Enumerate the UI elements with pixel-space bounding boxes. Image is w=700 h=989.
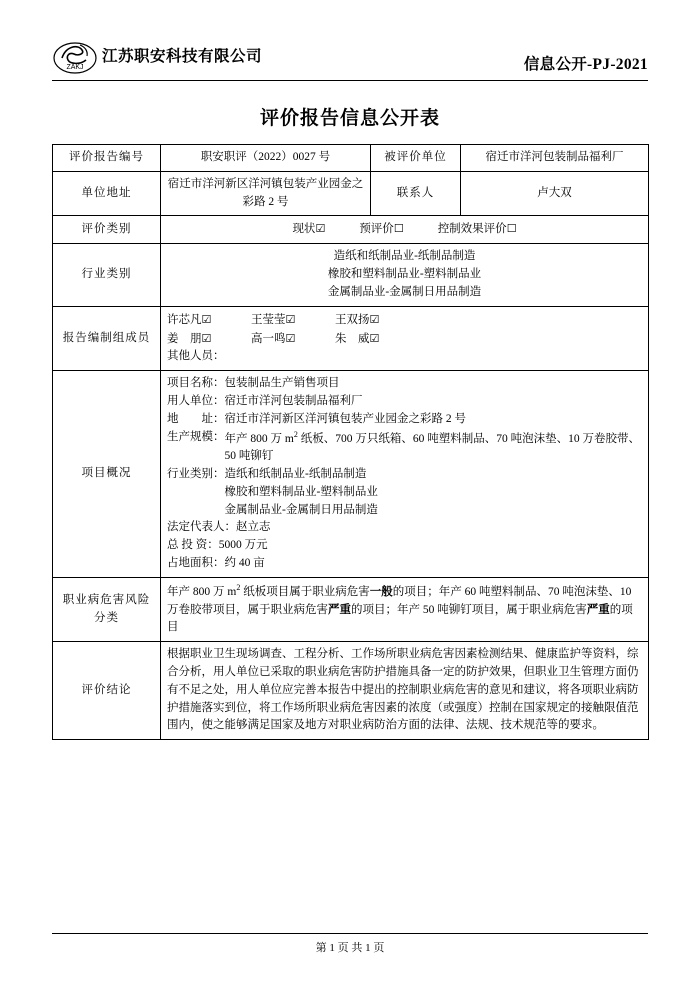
page-footer xyxy=(52,933,648,955)
client-value: 宿迁市洋河包装制品福利厂 xyxy=(461,145,649,172)
company-logo-icon xyxy=(52,36,98,76)
members-label: 报告编制组成员 xyxy=(53,306,161,370)
industry-value xyxy=(161,244,649,306)
address-label: 单位地址 xyxy=(53,171,161,216)
overview-address: 地 址： 宿迁市洋河新区洋河镇包装产业园金之彩路 2 号 xyxy=(167,412,466,425)
industry-label: 行业类别 xyxy=(53,244,161,306)
member-entry: 姜 朋☑ xyxy=(167,331,212,345)
industry-line: 造纸和纸制品业-纸制品制造 xyxy=(333,250,476,263)
info-table xyxy=(52,144,649,740)
member-entry: 朱 威☑ xyxy=(335,331,380,345)
checkbox-checked-icon: ☑ xyxy=(201,331,212,345)
checkbox-checked-icon: ☑ xyxy=(285,312,296,326)
report-no-label: 评价报告编号 xyxy=(53,145,161,172)
header-brand xyxy=(52,36,262,76)
conclusion-label: 评价结论 xyxy=(53,642,161,740)
company-name: 江苏职安科技有限公司 xyxy=(102,48,263,65)
overview-scale: 生产规模： 年产 800 万 $m^2$ 纸板、700 万只纸箱、60 吨塑料制品、70 吨泡沫垫、10 万卷胶带、50 吨铆钉 xyxy=(167,429,642,466)
overview-project-name: 项目名称： 包装制品生产销售项目 xyxy=(167,377,340,390)
contact-value: 卢大双 xyxy=(461,171,649,216)
table-row xyxy=(53,642,649,740)
member-entry: 高一鸣☑ xyxy=(251,331,296,345)
overview-industry: 行业类别： 造纸和纸制品业-纸制品制造 橡胶和塑料制品业-塑料制品业 金属制品业-金属制日用品制造 xyxy=(167,466,642,519)
table-row xyxy=(53,145,649,172)
overview-label: 项目概况 xyxy=(53,371,161,578)
report-no-value: 职安职评（2022）0027 号 xyxy=(161,145,371,172)
svg-text:ZAKJ: ZAKJ xyxy=(66,64,84,71)
eval-type-option-0[interactable]: 现状☑ xyxy=(292,222,326,236)
overview-value xyxy=(161,371,649,578)
checkbox-icon[interactable]: ☐ xyxy=(393,222,404,236)
overview-investment: 总 投 资： 5000 万元 xyxy=(167,539,268,552)
overview-employer: 用人单位： 宿迁市洋河包装制品福利厂 xyxy=(167,394,363,407)
table-row xyxy=(53,577,649,641)
checkbox-checked-icon[interactable]: ☑ xyxy=(315,222,326,236)
members-row xyxy=(167,330,642,349)
page-header xyxy=(52,28,648,81)
table-row xyxy=(53,216,649,244)
overview-legal-rep: 法定代表人： 赵立志 xyxy=(167,521,271,534)
overview-scale-value: 年产 800 万 $m^2$ 纸板、700 万只纸箱、60 吨塑料制品、70 吨泡沫垫、10 万卷胶带、50 吨铆钉 xyxy=(224,429,640,463)
table-row xyxy=(53,171,649,216)
conclusion-value: 根据职业卫生现场调查、工程分析、工作场所职业病危害因素检测结果、健康监护等资料，综合分析，用人单位已采取的职业病危害防护措施具备一定的防护效果，但职业卫生管理方面仍有不足之处，用人单位应完善本报告中提出的控制职业病危害的意见和建议，将各项职业病防护措施落实到位，将工作场所职业病危害因素的浓度（或强度）控制在国家规定的接触限值范围内，使之能够满足国家及地方对职业病防治方面的法律、法规、技术规范等的要求。 xyxy=(161,642,649,740)
eval-type-option-1[interactable]: 预评价☐ xyxy=(359,222,404,236)
members-value xyxy=(161,306,649,370)
checkbox-icon[interactable]: ☐ xyxy=(506,222,517,236)
checkbox-checked-icon: ☑ xyxy=(285,331,296,345)
checkbox-checked-icon: ☑ xyxy=(369,331,380,345)
members-row xyxy=(167,311,642,330)
page-number: 第 1 页 共 1 页 xyxy=(315,942,385,954)
industry-line: 橡胶和塑料制品业-塑料制品业 xyxy=(327,268,482,281)
eval-type-label: 评价类别 xyxy=(53,216,161,244)
member-entry: 王双扬☑ xyxy=(335,312,380,326)
contact-label: 联系人 xyxy=(371,171,461,216)
eval-type-options xyxy=(161,216,649,244)
industry-line: 金属制品业-金属制日用品制造 xyxy=(327,285,482,298)
table-row xyxy=(53,244,649,306)
risk-value: 年产 800 万 $m^2$ 纸板项目属于职业病危害一般的项目；年产 60 吨塑料制品、70 吨泡沫垫、10 万卷胶带项目，属于职业病危害严重的项目；年产 50 吨铆钉项目，属于职业病危害严重的项目 xyxy=(161,577,649,641)
page-title: 评价报告信息公开表 xyxy=(259,108,440,129)
risk-label: 职业病危害风险分类 xyxy=(53,577,161,641)
address-value: 宿迁市洋河新区洋河镇包装产业园金之彩路 2 号 xyxy=(161,171,371,216)
overview-industry-value: 造纸和纸制品业-纸制品制造 橡胶和塑料制品业-塑料制品业 金属制品业-金属制日用品制造 xyxy=(224,468,378,516)
eval-type-option-2[interactable]: 控制效果评价☐ xyxy=(437,222,517,236)
checkbox-checked-icon: ☑ xyxy=(201,312,212,326)
members-other: 其他人员： xyxy=(167,350,225,363)
member-entry: 许芯凡☑ xyxy=(167,312,212,326)
table-row xyxy=(53,306,649,370)
member-entry: 王莹莹☑ xyxy=(251,312,296,326)
document-code: 信息公开-PJ-2021 xyxy=(523,56,648,73)
table-row xyxy=(53,371,649,578)
overview-area: 占地面积： 约 40 亩 xyxy=(167,557,265,570)
client-label: 被评价单位 xyxy=(371,145,461,172)
checkbox-checked-icon: ☑ xyxy=(369,312,380,326)
